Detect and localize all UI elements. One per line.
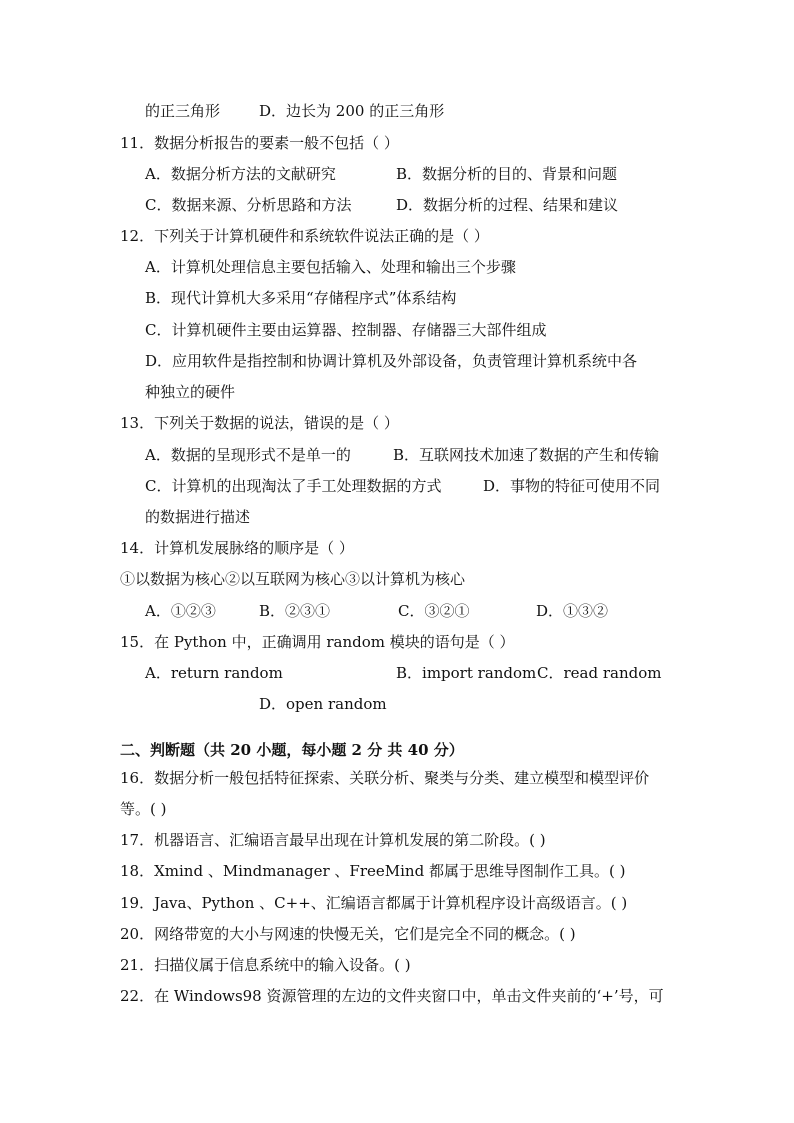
q18: 18．Xmind 、Mindmanager 、FreeMind 都属于思维导图制作工具。( )	[120, 862, 626, 880]
q12-option-a: A．计算机处理信息主要包括输入、处理和输出三个步骤	[145, 258, 516, 276]
q15-option-b: B．import random	[396, 664, 537, 682]
q14-option-d: D．①③②	[536, 602, 609, 620]
q15-option-d: D．open random	[259, 695, 387, 713]
q12-option-c: C．计算机硬件主要由运算器、控制器、存储器三大部件组成	[145, 321, 547, 339]
section-2-title: 二、判断题（共 20 小题，每小题 2 分 共 40 分）	[120, 741, 464, 759]
q12-option-d: D．应用软件是指控制和协调计算机及外部设备，负责管理计算机系统中各	[145, 352, 638, 370]
q12-option-d-cont: 种独立的硬件	[145, 383, 236, 401]
q14-stem: 14．计算机发展脉络的顺序是（ ）	[120, 539, 354, 557]
q17: 17．机器语言、汇编语言最早出现在计算机发展的第二阶段。( )	[120, 831, 546, 849]
q14-option-b: B．②③①	[259, 602, 331, 620]
q11-option-c: C．数据来源、分析思路和方法	[145, 196, 352, 214]
q13-option-d-cont: 的数据进行描述	[145, 508, 251, 526]
q22-line-1: 22．在 Windows98 资源管理的左边的文件夹窗口中，单击文件夹前的‘+’号，可	[120, 987, 664, 1005]
q13-option-a: A．数据的呈现形式不是单一的	[145, 446, 351, 464]
q13-option-c: C．计算机的出现淘汰了手工处理数据的方式	[145, 477, 442, 495]
q16-line-1: 16．数据分析一般包括特征探索、关联分析、聚类与分类、建立模型和模型评价	[120, 769, 650, 787]
q15-option-a: A．return random	[145, 664, 283, 682]
q13-stem: 13．下列关于数据的说法，错误的是（ ）	[120, 414, 399, 432]
q12-option-b: B．现代计算机大多采用“存储程序式”体系结构	[145, 289, 457, 307]
q11-stem: 11．数据分析报告的要素一般不包括（ ）	[120, 134, 399, 152]
q16-line-2: 等。( )	[120, 800, 167, 818]
q11-option-b: B．数据分析的目的、背景和问题	[396, 165, 618, 183]
q13-option-d: D．事物的特征可使用不同	[483, 477, 661, 495]
q14-option-a: A．①②③	[145, 602, 216, 620]
q13-option-b: B．互联网技术加速了数据的产生和传输	[393, 446, 660, 464]
q14-items: ①以数据为核心②以互联网为核心③以计算机为核心	[120, 570, 466, 588]
q10-option-d: D．边长为 200 的正三角形	[259, 102, 445, 120]
q15-stem: 15．在 Python 中，正确调用 random 模块的语句是（ ）	[120, 633, 515, 651]
q21: 21．扫描仪属于信息系统中的输入设备。( )	[120, 956, 411, 974]
q14-option-c: C．③②①	[398, 602, 470, 620]
q12-stem: 12．下列关于计算机硬件和系统软件说法正确的是（ ）	[120, 227, 489, 245]
q20: 20．网络带宽的大小与网速的快慢无关，它们是完全不同的概念。( )	[120, 925, 576, 943]
q10-continuation: 的正三角形	[145, 102, 221, 120]
q11-option-a: A．数据分析方法的文献研究	[145, 165, 336, 183]
q11-option-d: D．数据分析的过程、结果和建议	[396, 196, 619, 214]
q19: 19．Java、Python 、C++、汇编语言都属于计算机程序设计高级语言。( )	[120, 894, 628, 912]
q15-option-c: C．read random	[537, 664, 662, 682]
